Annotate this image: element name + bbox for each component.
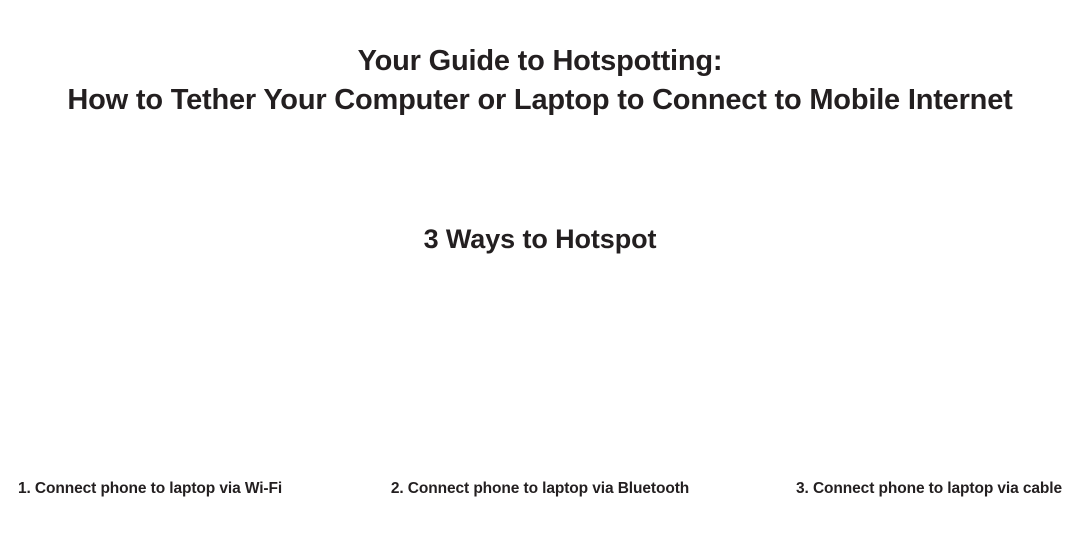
step-item-3: 3. Connect phone to laptop via cable bbox=[796, 480, 1062, 497]
page-title-line-2: How to Tether Your Computer or Laptop to Connect to Mobile Internet bbox=[67, 84, 1013, 117]
page-title-line-1: Your Guide to Hotspotting: bbox=[357, 45, 723, 77]
section-heading: 3 Ways to Hotspot bbox=[423, 224, 657, 254]
steps-row bbox=[0, 480, 1080, 498]
step-item-2: 2. Connect phone to laptop via Bluetooth bbox=[390, 480, 690, 497]
page-title bbox=[0, 44, 1080, 117]
step-item-1: 1. Connect phone to laptop via Wi-Fi bbox=[18, 480, 283, 497]
